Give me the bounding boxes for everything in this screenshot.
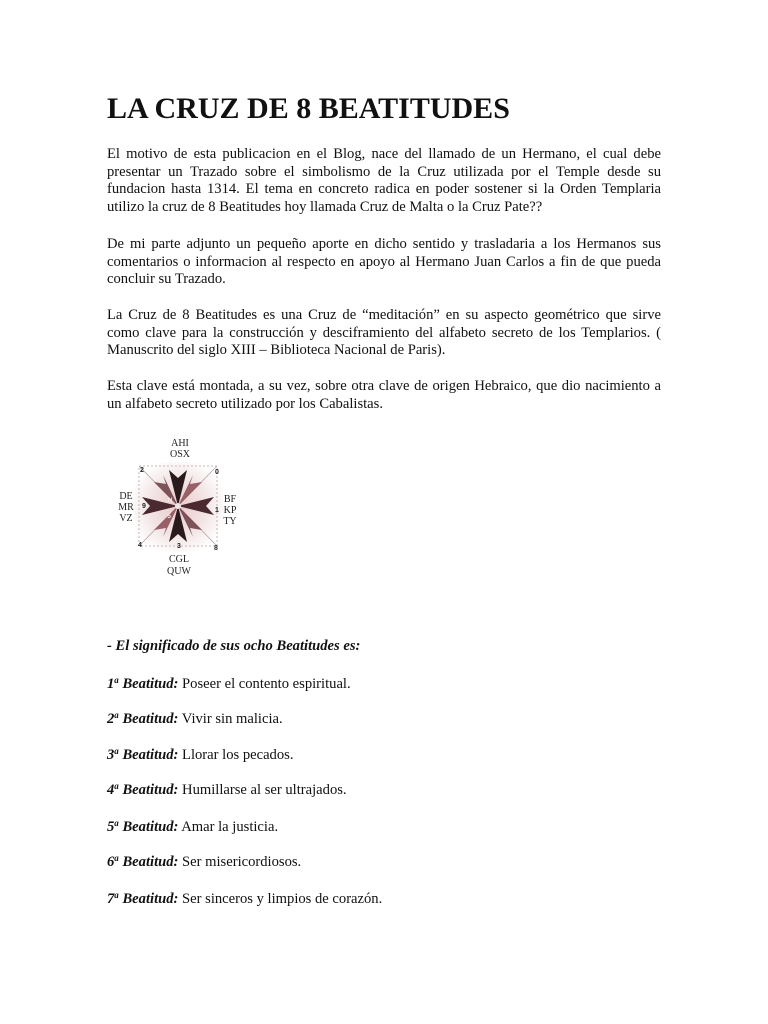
beatitude-text: Amar la justicia. [178, 819, 279, 835]
beatitude-label: 3$^a$ Beatitud: [107, 746, 179, 763]
arm-number: 7 [176, 466, 180, 473]
paragraph-hebraic-key: Esta clave está montada, a su vez, sobre otra clave de origen Hebraico, que dio nacimiento a un alfabeto secreto utilizado por los Cabalistas. [107, 378, 661, 412]
top-letters-line2: OSX [169, 449, 191, 460]
right-letters-line3: TY [223, 516, 237, 527]
arm-number: 9 [142, 503, 146, 510]
beatitude-item-7 [107, 890, 382, 908]
right-letters-line2: KP [223, 505, 237, 516]
left-letters-line2: MR [118, 502, 134, 513]
arm-number: 3 [177, 543, 181, 550]
beatitudes-heading: - El significado de sus ocho Beatitudes es: [107, 638, 361, 654]
paragraph-blog-motive: El motivo de esta publicacion en el Blog, nace del llamado de un Hermano, el cual debe presentar un Trazado sobre el simbolismo de la Cruz utilizada por el Temple desde su fundacion hasta 1314. El tema en concreto radica en poder sostener si la Orden Templaria utilizo la cruz de 8 Beatitudes hoy llamada Cruz de Malta o la Cruz Pate?? [107, 146, 661, 215]
corner-number: 0 [215, 469, 219, 476]
corner-number: 2 [140, 467, 144, 474]
cross-cipher-diagram [111, 432, 243, 582]
beatitude-label: 7$^a$ Beatitud: [107, 890, 179, 907]
top-letters-line1: AHI [171, 438, 189, 449]
page-title: LA CRUZ DE 8 BEATITUDES [107, 92, 510, 125]
beatitude-label: 4$^a$ Beatitud: [107, 781, 179, 798]
center-letter: 5 [167, 513, 171, 520]
beatitude-text: Vivir sin malicia. [178, 711, 283, 727]
right-letters-line1: BF [223, 494, 237, 505]
center-letter: N [167, 497, 173, 504]
beatitude-text: Llorar los pecados. [178, 747, 294, 763]
beatitude-item-5 [107, 818, 278, 836]
beatitude-label: 1$^a$ Beatitud: [107, 675, 179, 692]
beatitude-text: Humillarse al ser ultrajados. [178, 782, 347, 798]
beatitude-item-6 [107, 853, 301, 871]
left-letters-line1: DE [119, 491, 133, 502]
beatitude-item-4 [107, 781, 347, 799]
corner-number: 8 [214, 545, 218, 552]
beatitude-label: 5$^a$ Beatitud: [107, 818, 179, 835]
arm-number: 1 [215, 507, 219, 514]
beatitude-label: 6$^a$ Beatitud: [107, 853, 179, 870]
beatitude-text: Ser sinceros y limpios de corazón. [178, 891, 383, 907]
beatitude-item-2 [107, 710, 283, 728]
corner-number: 4 [138, 542, 142, 549]
left-letters-line3: VZ [119, 513, 133, 524]
beatitude-text: Ser misericordiosos. [178, 854, 302, 870]
beatitude-item-1 [107, 675, 351, 693]
beatitude-label: 2$^a$ Beatitud: [107, 710, 179, 727]
paragraph-cross-definition: La Cruz de 8 Beatitudes es una Cruz de “meditación” en su aspecto geométrico que sirve como clave para la construcción y desciframiento del alfabeto secreto de los Templarios. ( Manuscrito del siglo XIII – Biblioteca Nacional de Paris). [107, 307, 661, 359]
cross-cipher-figure [111, 432, 243, 582]
paragraph-contribution: De mi parte adjunto un pequeño aporte en dicho sentido y trasladaria a los Hermanos sus comentarios o informacion al respecto en apoyo al Hermano Juan Carlos a fin de que pueda concluir su Trazado. [107, 236, 661, 288]
bottom-letters-line2: QUW [167, 566, 191, 577]
beatitude-text: Poseer el contento espiritual. [178, 676, 351, 692]
bottom-letters-line1: CGL [169, 554, 189, 565]
beatitude-item-3 [107, 746, 293, 764]
